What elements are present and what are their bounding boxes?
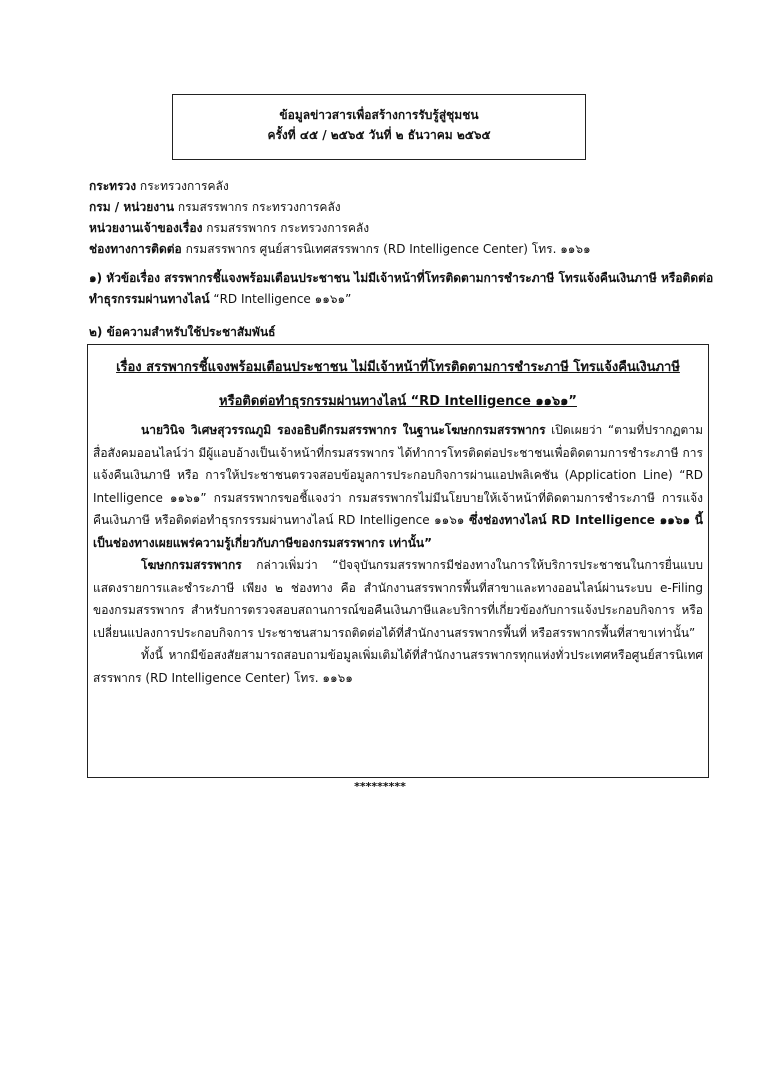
news-paragraph-2 bbox=[93, 554, 703, 644]
news-p1-bold: นายวินิจ วิเศษสุวรรณภูมิ รองอธิบดีกรมสรรพากร ในฐานะโฆษกกรมสรรพากร bbox=[141, 423, 546, 437]
news-p1-bold-2: ซึ่งช่องทางไลน์ RD Intelligence ๑๑๖๑ นี้ เป็นช่องทางเผยแพร่ความรู้เกี่ยวกับภาษีของกรมสรรพากร เท่านั้น” bbox=[93, 513, 704, 550]
section-1-label: ๑) หัวข้อเรื่อง สรรพากรชี้แจงพร้อมเตือนประชาชน ไม่มีเจ้าหน้าที่โทรติดตามการชำระภาษี โทรแจ้งคืนเงินภาษี หรือติดต่อทำธุรกรรมผ่านทางไลน์ bbox=[89, 271, 714, 306]
news-p1-text: เปิดเผยว่า “ตามที่ปรากฏตามสื่อสังคมออนไลน์ว่า มีผู้แอบอ้างเป็นเจ้าหน้าที่กรมสรรพากร ได้ทำการโทรติดต่อประชาชนเพื่อติดตามการชำระภาษี การแจ้งคืนเงินภาษี หรือ การให้ประชาชนตรวจสอบข้อมูลการประกอบกิจการผ่านแอปพลิเคชัน (Application Line) “RD Intelligence ๑๑๖๑” กรมสรรพากรขอชี้แจงว่า กรมสรรพากรไม่มีนโยบายให้เจ้าหน้าที่ติดตามการชำระภาษี การแจ้งคืนเงินภาษี หรือติดต่อทำธุรกรรรมผ่านทางไลน์ RD Intelligence ๑๑๖๑ bbox=[93, 423, 703, 527]
section-2-label: ๒) ข้อความสำหรับใช้ประชาสัมพันธ์ bbox=[89, 325, 276, 339]
news-p2-bold: โฆษกกรมสรรพากร bbox=[141, 558, 242, 572]
meta-contact bbox=[89, 239, 709, 260]
meta-ministry bbox=[89, 176, 709, 197]
meta-contact-label: ช่องทางการติดต่อ bbox=[89, 242, 182, 256]
meta-ministry-label: กระทรวง bbox=[89, 179, 137, 193]
meta-department bbox=[89, 197, 709, 218]
news-p2-text: กล่าวเพิ่มว่า “ปัจจุบันกรมสรรพากรมีช่องทางในการให้บริการประชาชนในการยื่นแบบแสดงรายการและชำระภาษี เพียง ๒ ช่องทาง คือ สำนักงานสรรพากรพื้นที่สาขาและทางออนไลน์ผ่านระบบ e-Filing ของกรมสรรพากร สำหรับการตรวจสอบสถานการณ์ขอคืนเงินภาษีและบริการที่เกี่ยวข้องกับการแจ้งประกอบกิจการ หรือเปลี่ยนแปลงการประกอบกิจการ ประชาชนสามารถติดต่อได้ที่สำนักงานสรรพากรพื้นที่ หรือสรรพากรพื้นที่สาขาเท่านั้น” bbox=[93, 558, 703, 640]
news-paragraph-1 bbox=[93, 419, 703, 554]
footer-stars: ********* bbox=[354, 780, 406, 793]
meta-department-value: กรมสรรพากร กระทรวงการคลัง bbox=[174, 200, 341, 214]
meta-owner-label: หน่วยงานเจ้าของเรื่อง bbox=[89, 221, 203, 235]
news-box bbox=[87, 344, 709, 778]
news-headline-line-1: เรื่อง สรรพากรชี้แจงพร้อมเตือนประชาชน ไม่มีเจ้าหน้าที่โทรติดตามการชำระภาษี โทรแจ้งคืนเงินภาษี bbox=[116, 360, 680, 375]
meta-contact-value: กรมสรรพากร ศูนย์สารนิเทศสรรพากร (RD Intelligence Center) โทร. ๑๑๖๑ bbox=[181, 242, 591, 256]
meta-department-label: กรม / หน่วยงาน bbox=[89, 200, 175, 214]
news-p3-text: ทั้งนี้ หากมีข้อสงสัยสามารถสอบถามข้อมูลเพิ่มเติมได้ที่สำนักงานสรรพากรทุกแห่งทั่วประเทศหรือศูนย์สารนิเทศสรรพากร (RD Intelligence Center) โทร. ๑๑๖๑ bbox=[93, 648, 703, 685]
header-issue-date: ครั้งที่ ๔๕ / ๒๕๖๕ วันที่ ๒ ธันวาคม ๒๕๖๕ bbox=[267, 128, 491, 142]
news-paragraph-3 bbox=[93, 644, 703, 689]
meta-owner bbox=[89, 218, 709, 239]
news-headline-line-2: หรือติดต่อทำธุรกรรมผ่านทางไลน์ “RD Intelligence ๑๑๖๑” bbox=[219, 394, 577, 409]
section-1-value: “RD Intelligence ๑๑๖๑” bbox=[209, 292, 352, 306]
header-title: ข้อมูลข่าวสารเพื่อสร้างการรับรู้สู่ชุมชน bbox=[279, 108, 479, 122]
header-box bbox=[172, 94, 586, 160]
section-1-topic bbox=[89, 268, 719, 310]
meta-ministry-value: กระทรวงการคลัง bbox=[136, 179, 229, 193]
meta-owner-value: กรมสรรพากร กระทรวงการคลัง bbox=[202, 221, 370, 235]
meta-block bbox=[89, 176, 709, 260]
